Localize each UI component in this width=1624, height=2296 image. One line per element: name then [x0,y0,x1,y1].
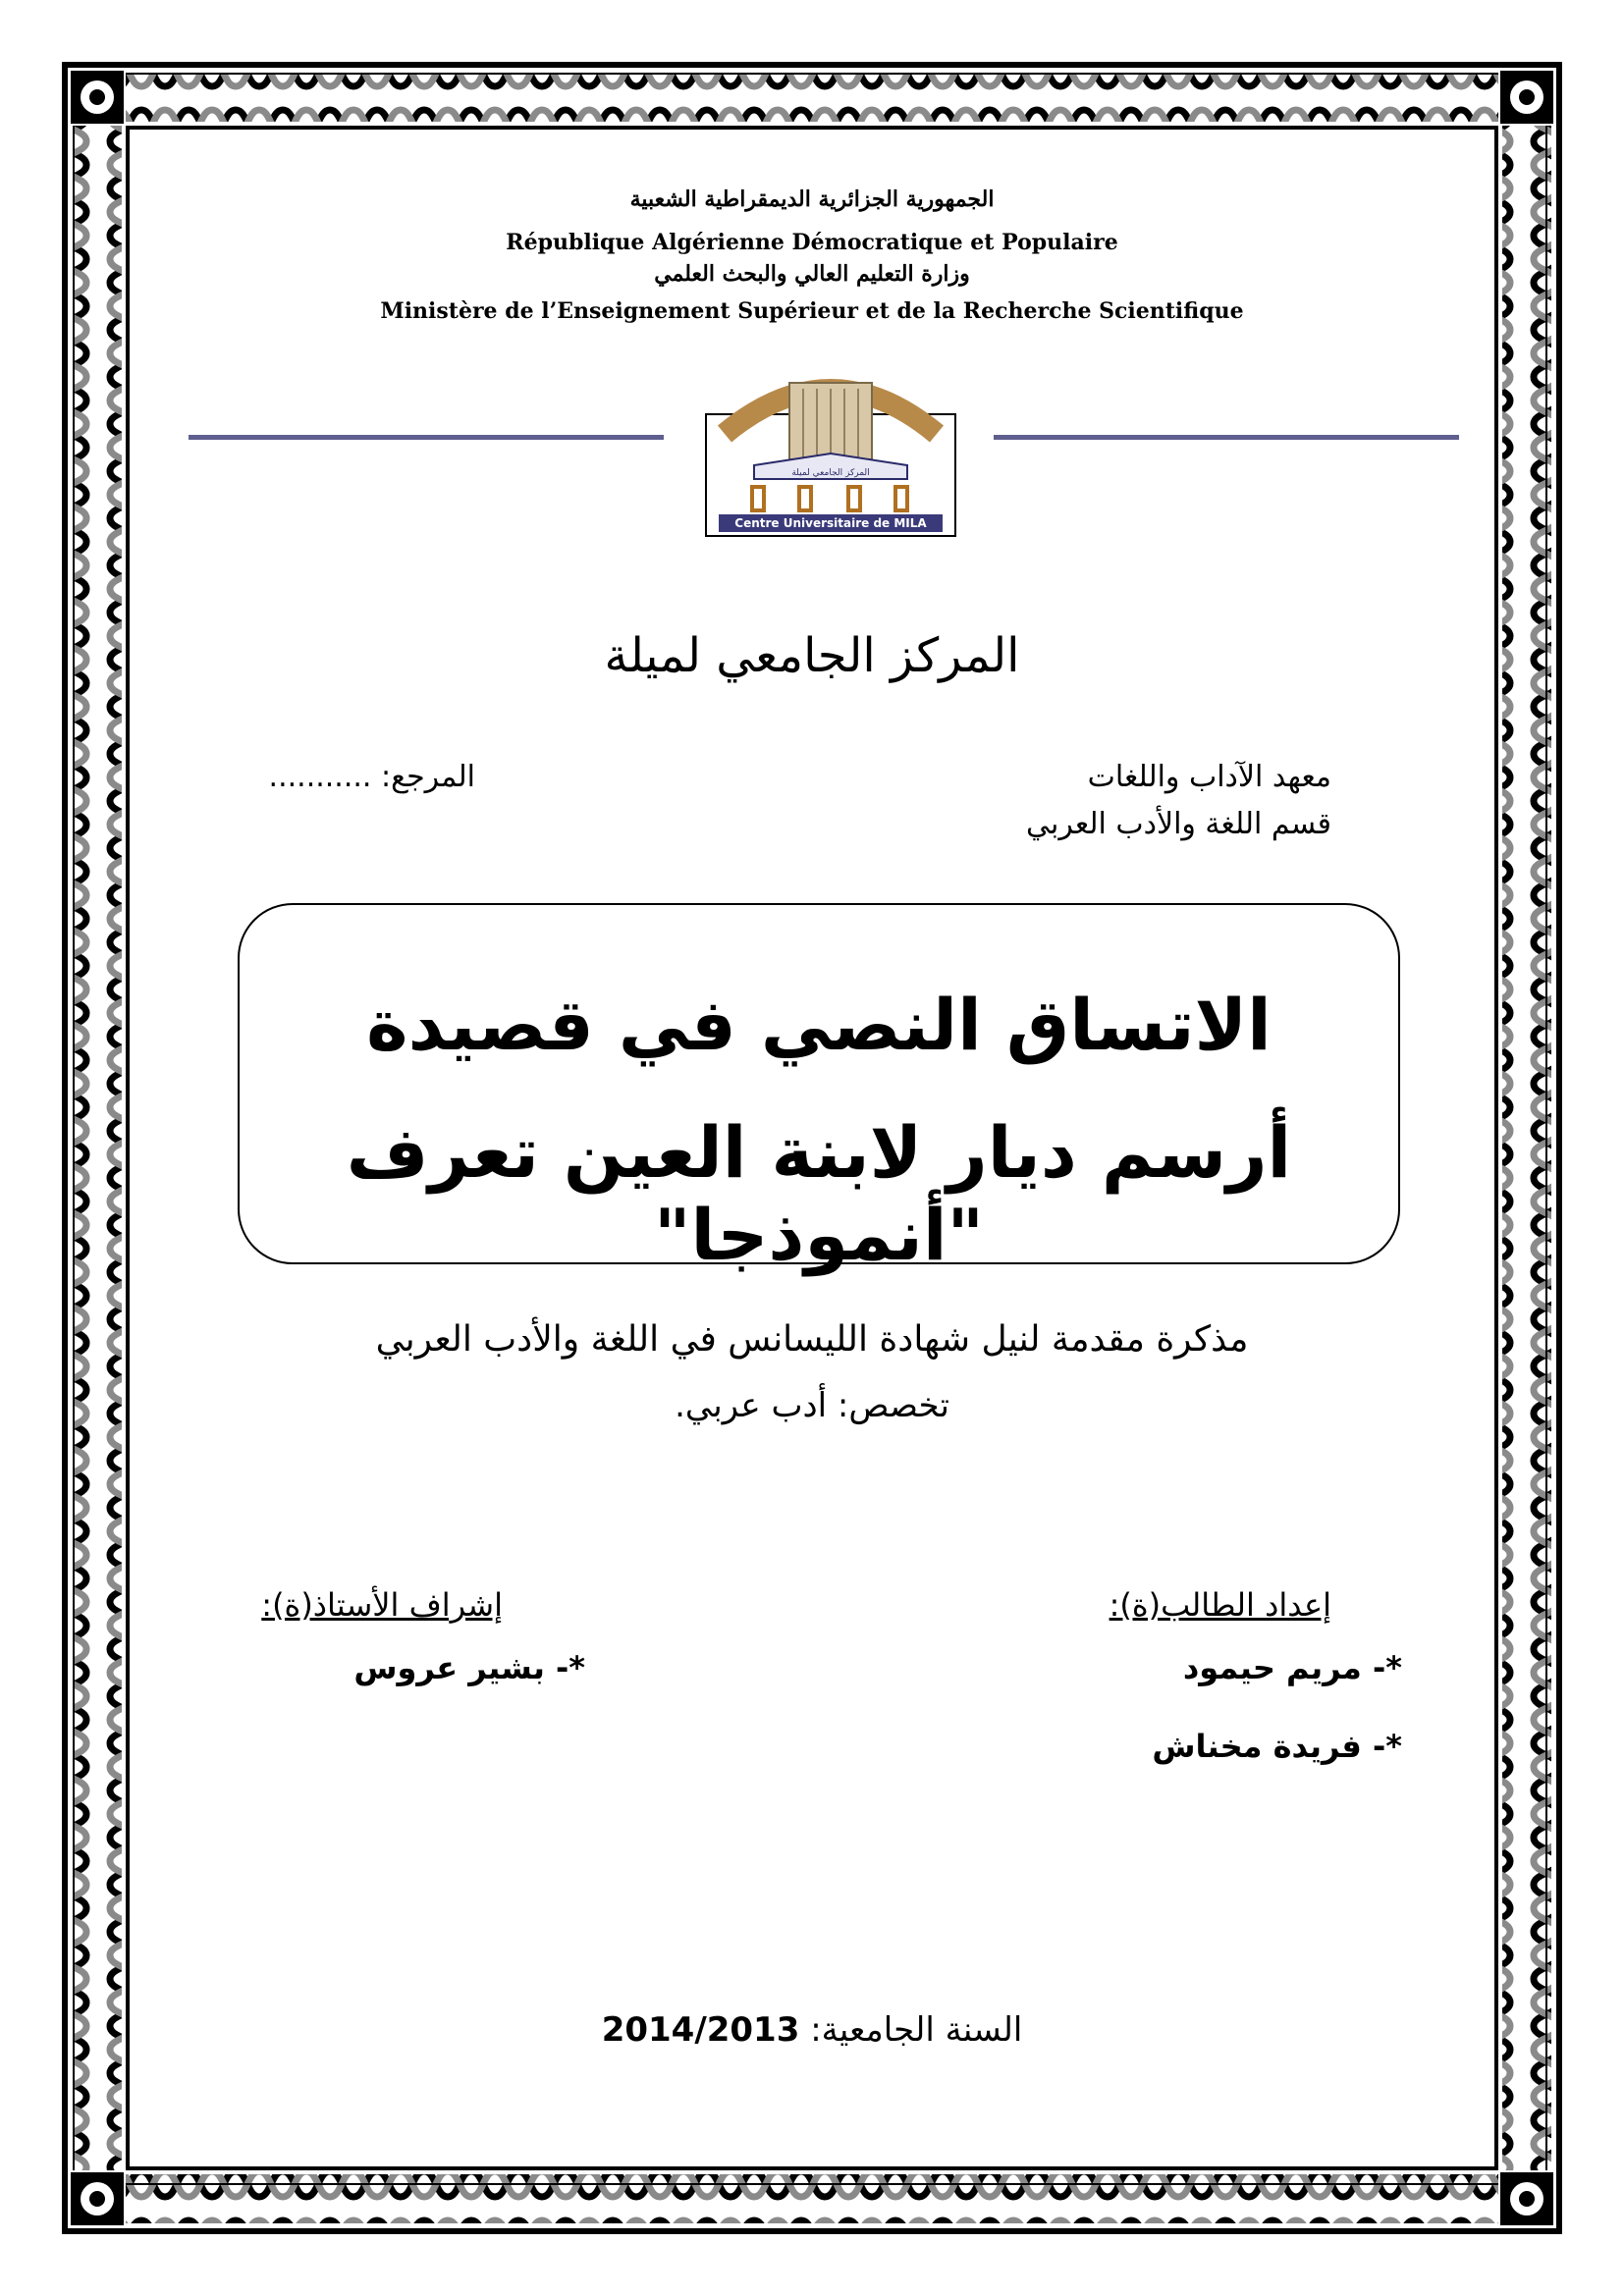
corner-ornament-bl [71,2172,124,2225]
academic-year [468,2010,1156,2050]
student-name-1: *- مريم حيمود [1182,1649,1402,1686]
academic-year-label: السنة الجامعية: [810,2010,1023,2050]
department-name: قسم اللغة والأدب العربي [1025,807,1331,841]
memo-line2: تخصص: أدب عربي. [675,1386,949,1425]
thesis-title-line1: الاتساق النصي في قصيدة [366,984,1272,1066]
thesis-title-box [238,903,1400,1276]
academic-year-value: 2014/2013 [601,2010,800,2050]
logo-caption: Centre Universitaire de MILA [734,516,927,530]
separator-left [189,435,664,440]
header-republic-ar: الجمهورية الجزائرية الديمقراطية الشعبية [629,187,995,212]
memo-line1: مذكرة مقدمة لنيل شهادة الليسانس في اللغة والأدب العربي [375,1319,1249,1360]
thesis-title-line2: أرسم ديار لابنة العين تعرف "أنموذجا" [346,1111,1292,1276]
students-label: إعداد الطالب(ة): [1109,1586,1331,1624]
separator-right [994,435,1459,440]
logo-top-text: المركز الجامعي لميلة [791,468,870,478]
reference-line [269,760,475,794]
header-republic-fr: République Algérienne Démocratique et Populaire [506,230,1118,255]
corner-ornament-tr [1500,71,1553,124]
student-name-2: *- فريدة مخناش [1152,1728,1402,1765]
institution-name: المركز الجامعي لميلة [604,628,1020,683]
corner-ornament-tl [71,71,124,124]
header-ministry-ar: وزارة التعليم العالي والبحث العلمي [654,261,970,287]
header-ministry-fr: Ministère de l’Enseignement Supérieur et de la Recherche Scientifique [380,298,1244,324]
reference-label: المرجع: [381,760,475,794]
corner-ornament-br [1500,2172,1553,2225]
reference-value: ........... [268,760,372,794]
institute-name: معهد الآداب واللغات [1087,760,1331,794]
university-logo [705,355,956,538]
supervisor-label: إشراف الأستاذ(ة): [261,1586,503,1624]
supervisor-name: *- بشير عروس [353,1649,585,1686]
